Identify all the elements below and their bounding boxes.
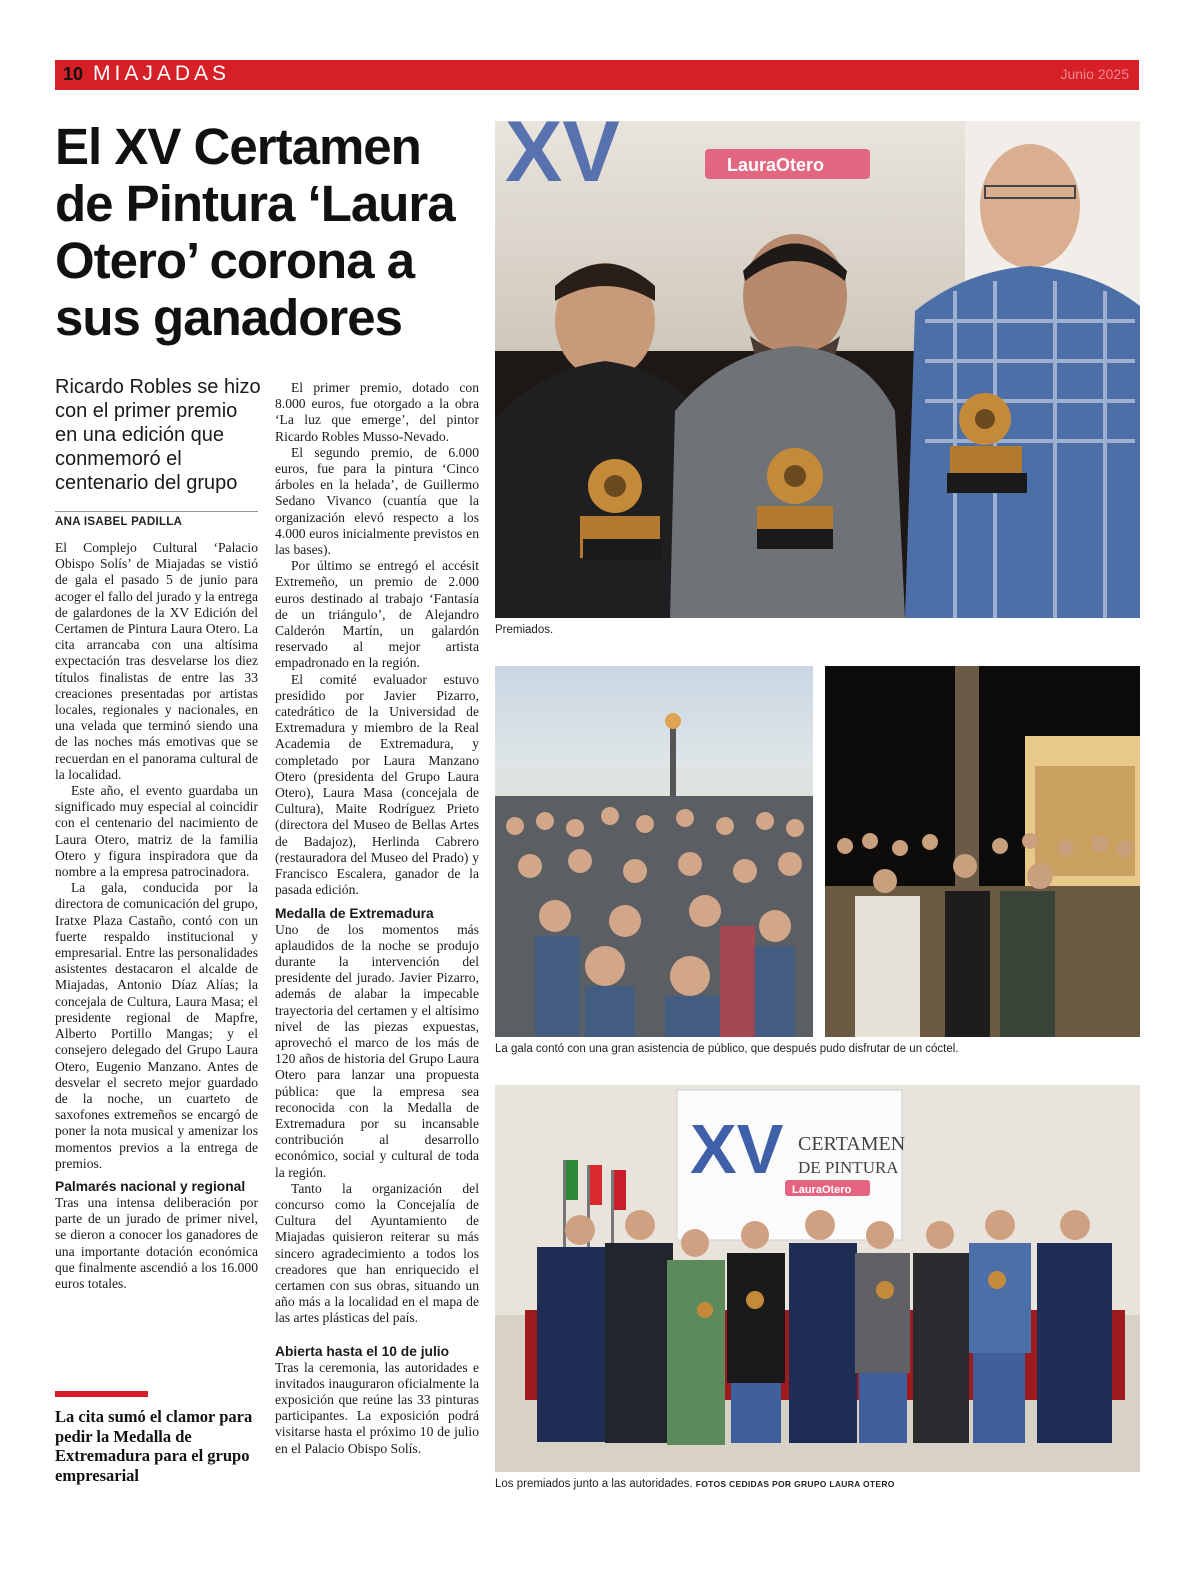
winners-photo — [495, 121, 1140, 618]
paragraph: Este año, el evento guardaba un significado muy especial al coincidir con el centenario del nacimiento de Laura Otero, matriz de la familia Otero y figura inspiradora que da nombre a la empresa patrocinadora. — [55, 783, 258, 880]
paragraph: La gala, conducida por la directora de comunicación del grupo, Iratxe Plaza Castaño, contó con un fuerte respaldo institucional y empresarial. Entre las personalidades asistentes destacaron el alcalde de Miajadas, Antonio Díaz Alías; la concejala de Cultura, Laura Masa; el presidente regional de Mapfre, Alberto Portillo Mangas; y el consejero delegado del Grupo Laura Otero, Eugenio Manzano. Antes de desvelar el secreto mejor guardado de la noche, un cuarteto de saxofones extremeños se encargó de poner la nota musical y amenizar los momentos previos a la entrega de premios. — [55, 880, 258, 1171]
paragraph: El segundo premio, de 6.000 euros, fue para la pintura ‘Cinco árboles en la helada’, de Guillermo Sedano Vivanco (cuantía que la organización elevó respecto a los 4.000 euros inicialmente previstos en las bases). — [275, 444, 479, 558]
section-name: MIAJADAS — [93, 62, 231, 85]
photo-caption: La gala contó con una gran asistencia de público, que después pudo disfrutar de un cóctel. — [495, 1043, 959, 1055]
article-column-1 — [55, 540, 258, 1292]
banner-line-2: DE PINTURA — [798, 1158, 899, 1177]
backdrop-text: XV — [505, 121, 620, 200]
article-column-2 — [275, 380, 479, 1457]
issue-date: Junio 2025 — [1060, 66, 1129, 82]
backdrop-logo: LauraOtero — [727, 155, 825, 175]
banner-xv: XV — [690, 1110, 784, 1188]
byline: ANA ISABEL PADILLA — [55, 516, 183, 528]
headline: El XV Certamen de Pintura ‘Laura Otero’ corona a sus ganadores — [55, 118, 455, 346]
page-number: 10 — [63, 64, 84, 84]
section-header-bar — [55, 60, 1139, 90]
paragraph: Tras una intensa deliberación por parte de un jurado de primer nivel, se dieron a conocer los ganadores de una importante dotación económica que finalmente ascendió a los 16.000 euros totales. — [55, 1194, 258, 1291]
caption-text: Los premiados junto a las autoridades. — [495, 1478, 693, 1490]
subhead: Abierta hasta el 10 de julio — [275, 1343, 450, 1359]
paragraph: Tras la ceremonia, las autoridades e invitados inauguraron oficialmente la exposición que reúne las 33 pinturas participantes. La exposición podrá visitarse hasta el próximo 10 de julio en el Palacio Obispo Solís. — [275, 1359, 479, 1456]
photo-caption: Premiados. — [495, 624, 554, 636]
audience-photo — [495, 666, 813, 1037]
paragraph: Uno de los momentos más aplaudidos de la noche se produjo durante la intervención del presidente del jurado. Javier Pizarro, además de alabar la impecable trayectoria del certamen y el altísimo nivel de las piezas expuestas, aprovechó el marco de los más de 120 años de historia del Grupo Laura Otero para lanzar una propuesta pública: que la empresa sea reconocida con la Medalla de Extremadura por su incansable contribución al desarrollo económico, social y cultural de toda la región. — [275, 921, 479, 1180]
paragraph: Por último se entregó el accésit Extremeño, un premio de 2.000 euros destinado al trabajo ‘Fantasía de un triángulo’, de Alejandro Calderón Martín, un galardón reservado al mejor artista empadronado en la región. — [275, 558, 479, 671]
subhead: Medalla de Extremadura — [275, 905, 434, 921]
paragraph: Tanto la organización del concurso como la Concejalía de Cultura del Ayuntamiento de Miajadas quisieron reiterar su más sincero agradecimiento a todos los creadores que han enriquecido el certamen con sus obras, situando un año más a la localidad en el mapa de las artes plásticas del país. — [275, 1180, 479, 1326]
deck: Ricardo Robles se hizo con el primer premio en una edición que conmemoró el centenario del grupo — [55, 376, 261, 494]
subhead: Palmarés nacional y regional — [55, 1178, 246, 1194]
pullquote-rule — [55, 1391, 148, 1397]
banner-line-1: CERTAMEN — [798, 1133, 906, 1155]
pullquote: La cita sumó el clamor para pedir la Medalla de Extremadura para el grupo empresarial — [55, 1407, 253, 1485]
photo-credit: FOTOS CEDIDAS POR GRUPO LAURA OTERO — [695, 1479, 895, 1489]
photo-caption — [495, 1478, 895, 1490]
paragraph: El comité evaluador estuvo presidido por Javier Pizarro, catedrático de la Universidad de Extremadura y miembro de la Real Academia de Extremadura, y completado por Laura Manzano Otero (presidenta del Grupo Laura Otero), Laura Masa (concejala de Cultura), Maite Rodríguez Prieto (directora del Museo de Bellas Artes de Badajoz), Herlinda Cabrero (restauradora del Museo del Prado) y Francisco Escalera, ganador de la pasada edición. — [275, 671, 479, 898]
byline-rule — [55, 511, 258, 512]
group-photo — [495, 1085, 1140, 1472]
cocktail-photo — [825, 666, 1140, 1037]
banner-logo: LauraOtero — [792, 1184, 852, 1196]
paragraph: El Complejo Cultural ‘Palacio Obispo Solís’ de Miajadas se vistió de gala el pasado 5 de junio para acoger el fallo del jurado y la entrega de galardones de la XV Edición del Certamen de Pintura Laura Otero. La cita arrancaba con una altísima expectación tras desvelarse los diez títulos finalistas de entre las 33 creaciones presentadas por artistas locales, regionales y nacionales, en una velada que terminó siendo una de las noches más emotivas que se recuerdan en el panorama cultural de la localidad. — [55, 540, 258, 782]
paragraph: El primer premio, dotado con 8.000 euros, fue otorgado a la obra ‘La luz que emerge’, del pintor Ricardo Robles Musso-Nevado. — [275, 380, 479, 444]
